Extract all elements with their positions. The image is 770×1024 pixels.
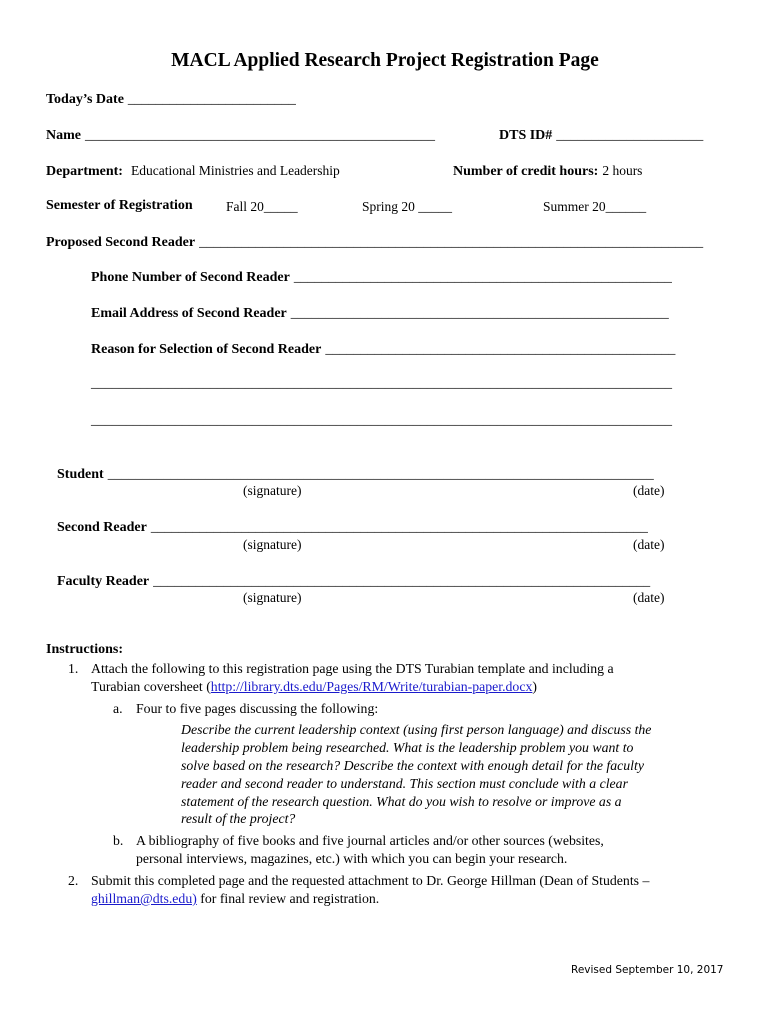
phone-second-reader-row: [91, 268, 672, 286]
email-second-reader-field[interactable]: ______________________________________________________: [290, 306, 669, 321]
email-second-reader-label: Email Address of Second Reader: [91, 306, 287, 321]
name-row: [46, 126, 435, 144]
reason-second-reader-row: [91, 340, 675, 358]
todays-date-label: Today’s Date: [46, 92, 124, 107]
italic-line: solve based on the research? Describe the context with enough detail for the faculty: [181, 758, 644, 773]
dts-id-field[interactable]: _____________________: [556, 128, 704, 143]
semester-fall-field[interactable]: Fall 20_____: [226, 199, 298, 214]
semester-spring-field[interactable]: Spring 20 _____: [362, 199, 453, 214]
instruction-sub-b-line-2: personal interviews, magazines, etc.) with which you can begin your research.: [136, 851, 568, 866]
date-caption: (date): [633, 590, 665, 605]
faculty-reader-label: Faculty Reader: [57, 574, 150, 589]
list-item-number: 1.: [68, 661, 79, 676]
instruction-item-1-line-2: [91, 678, 537, 696]
dts-id-label: DTS ID#: [499, 128, 553, 143]
semester-label: Semester of Registration: [46, 198, 193, 213]
todays-date-row: [46, 90, 296, 108]
turabian-template-link[interactable]: http://library.dts.edu/Pages/RM/Write/turabian-paper.docx: [210, 679, 533, 694]
italic-line: statement of the research question. What do you wish to resolve or improve as a: [181, 794, 622, 809]
second-reader-label: Second Reader: [57, 520, 147, 535]
instruction-sub-a: Four to five pages discussing the following:: [136, 701, 379, 716]
reason-second-reader-field[interactable]: __________________________________________________: [325, 342, 676, 357]
semester-summer-field[interactable]: Summer 20______: [543, 199, 647, 214]
credit-hours-label: Number of credit hours:: [453, 164, 599, 179]
todays-date-field[interactable]: ________________________: [127, 92, 296, 107]
list-item-letter: b.: [113, 833, 124, 848]
instruction-item-2-line-2: [91, 890, 379, 908]
date-caption: (date): [633, 537, 665, 552]
instruction-item-2-line-1: Submit this completed page and the requested attachment to Dr. George Hillman (Dean of Students –: [91, 873, 650, 888]
instruction-text: Turabian coversheet (: [91, 679, 211, 694]
faculty-reader-signature-field[interactable]: _______________________________________________________________________: [153, 574, 651, 589]
proposed-second-reader-label: Proposed Second Reader: [46, 235, 196, 250]
department-label: Department:: [46, 164, 123, 179]
name-field[interactable]: __________________________________________________: [85, 128, 435, 143]
student-signature-field[interactable]: ______________________________________________________________________________: [107, 467, 654, 482]
proposed-second-reader-row: [46, 233, 703, 251]
student-signature-row: [57, 465, 654, 483]
instruction-sub-b-line-1: A bibliography of five books and five journal articles and/or other sources (websites,: [136, 833, 604, 848]
reason-second-reader-label: Reason for Selection of Second Reader: [91, 342, 322, 357]
department-row: [46, 162, 340, 180]
name-label: Name: [46, 128, 81, 143]
list-item-number: 2.: [68, 873, 79, 888]
page-title: MACL Applied Research Project Registration Page: [171, 50, 599, 71]
reason-extra-line[interactable]: ___________________________________________________________________________________: [91, 413, 672, 428]
date-caption: (date): [633, 483, 665, 498]
phone-second-reader-field[interactable]: ______________________________________________________: [293, 270, 672, 285]
department-value: Educational Ministries and Leadership: [130, 163, 340, 178]
email-second-reader-row: [91, 304, 669, 322]
credit-hours-value: 2 hours: [602, 163, 643, 178]
faculty-reader-signature-row: [57, 572, 650, 590]
italic-line: leadership problem being researched. What is the leadership problem you want to: [181, 740, 634, 755]
signature-caption: (signature): [243, 483, 302, 498]
credit-hours-row: [453, 162, 642, 180]
instruction-text: ): [532, 679, 537, 694]
italic-line: result of the project?: [181, 811, 296, 826]
dts-id-row: [499, 126, 703, 144]
signature-caption: (signature): [243, 537, 302, 552]
italic-line: reader and second reader to understand. This section must conclude with a clear: [181, 776, 628, 791]
instruction-text: for final review and registration.: [196, 891, 380, 906]
revision-date: Revised September 10, 2017: [571, 964, 724, 976]
instructions-heading: Instructions:: [46, 642, 124, 657]
second-reader-signature-row: [57, 518, 648, 536]
signature-caption: (signature): [243, 590, 302, 605]
phone-second-reader-label: Phone Number of Second Reader: [91, 270, 290, 285]
student-label: Student: [57, 467, 104, 482]
list-item-letter: a.: [113, 701, 123, 716]
reason-extra-line[interactable]: ___________________________________________________________________________________: [91, 376, 672, 391]
second-reader-signature-field[interactable]: _______________________________________________________________________: [150, 520, 648, 535]
italic-line: Describe the current leadership context (using first person language) and discuss the: [181, 722, 652, 737]
proposed-second-reader-field[interactable]: ________________________________________________________________________: [199, 235, 704, 250]
instruction-item-1-line-1: Attach the following to this registration page using the DTS Turabian template and including a: [91, 661, 614, 676]
email-link[interactable]: ghillman@dts.edu): [91, 891, 197, 906]
